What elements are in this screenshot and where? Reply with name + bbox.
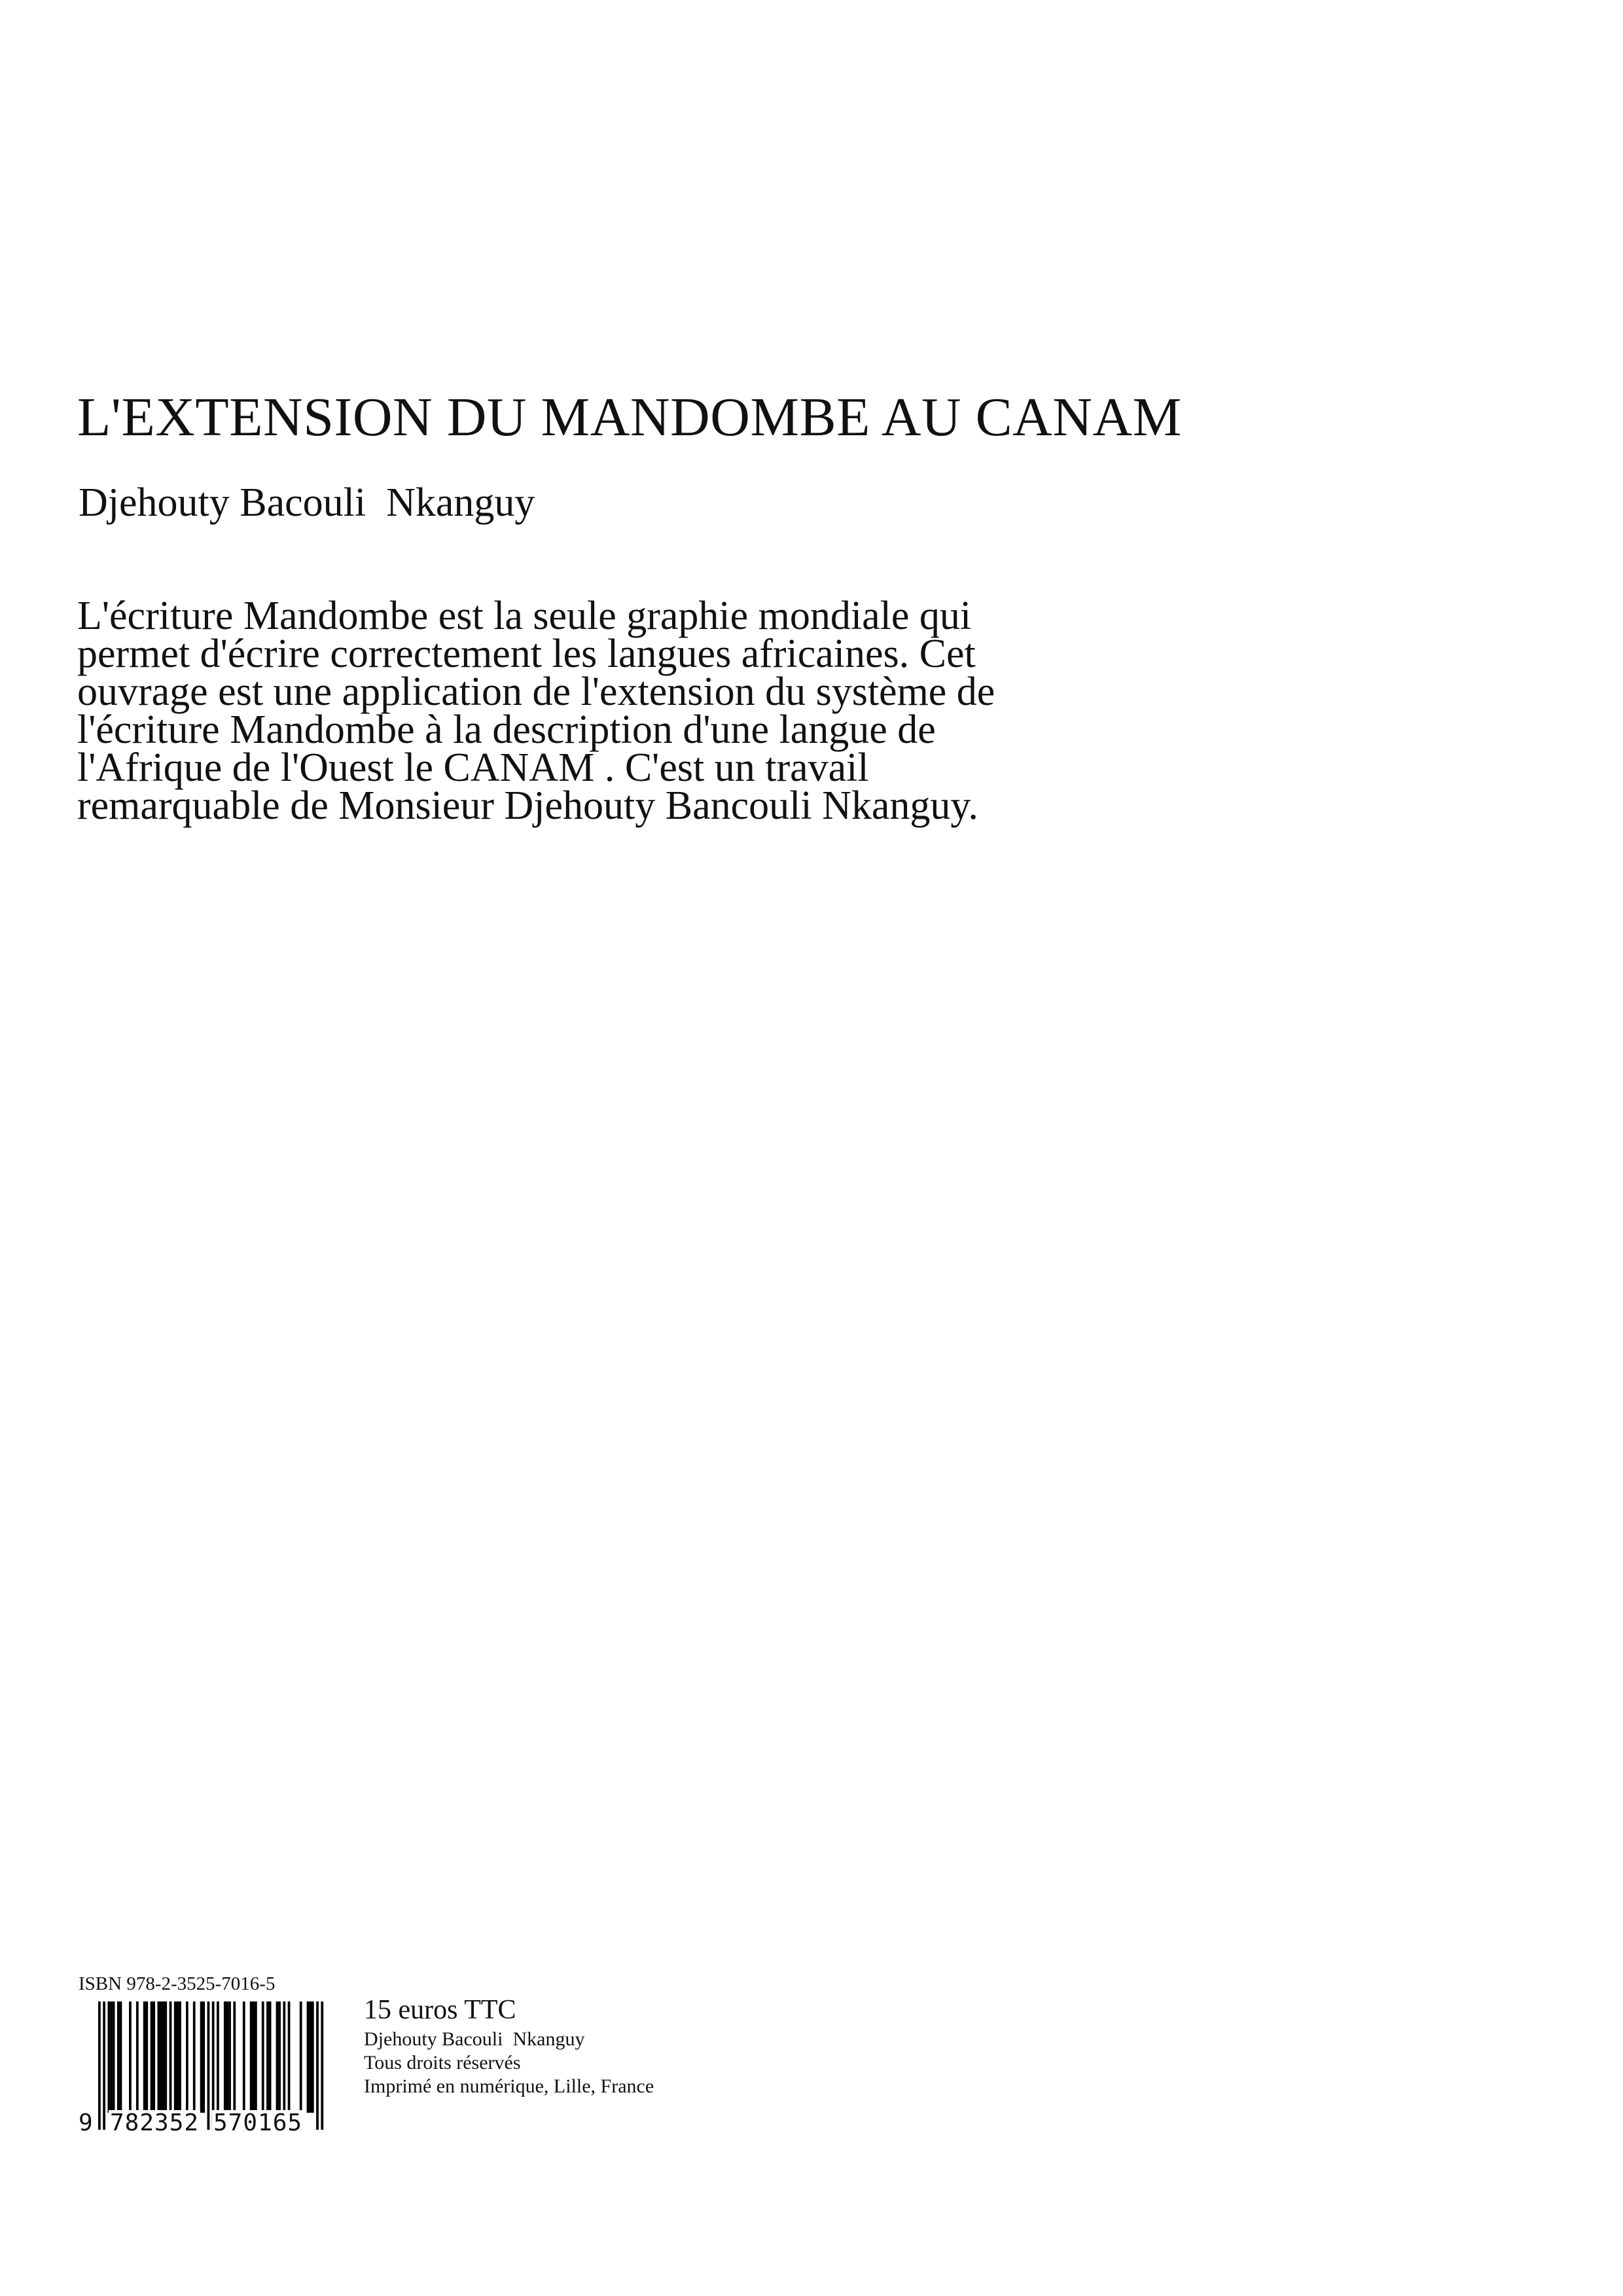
book-author: Djehouty Bacouli Nkanguy <box>79 480 535 525</box>
isbn-barcode <box>79 2001 327 2139</box>
barcode-bar <box>250 2001 253 2113</box>
barcode-bar <box>224 2001 226 2113</box>
isbn-label: ISBN 978-2-3525-7016-5 <box>79 1973 276 1994</box>
barcode-bar <box>151 2001 153 2113</box>
colophon-author: Djehouty Bacouli Nkanguy <box>364 2028 585 2050</box>
barcode-bar <box>228 2001 231 2113</box>
barcode-bar <box>120 2001 122 2113</box>
blurb-line: remarquable de Monsieur Djehouty Bancouli Nkanguy. <box>77 783 978 828</box>
barcode-bar <box>288 2001 291 2113</box>
barcode-bar <box>202 2001 205 2113</box>
barcode-bar <box>107 2001 110 2113</box>
blurb-line: l'écriture Mandombe à la description d'une langue de <box>77 708 936 752</box>
barcode-bar <box>160 2001 162 2113</box>
barcode-bar <box>233 2001 236 2113</box>
book-title: L'EXTENSION DU MANDOMBE AU CANAM <box>77 387 1182 448</box>
barcode-bar <box>158 2001 160 2113</box>
barcode-bar <box>176 2001 179 2113</box>
barcode-digits-right: 570165 <box>213 2109 303 2136</box>
colophon-printing: Imprimé en numérique, Lille, France <box>364 2075 654 2097</box>
barcode-bar <box>179 2001 181 2113</box>
barcode-bar <box>164 2001 167 2113</box>
barcode-bar <box>266 2001 269 2113</box>
barcode-bar <box>283 2001 285 2113</box>
barcode-bar <box>174 2001 177 2113</box>
barcode-digits <box>79 2110 327 2136</box>
barcode-bar <box>276 2001 279 2113</box>
colophon <box>364 2028 654 2098</box>
barcode-digit-first: 9 <box>79 2109 93 2136</box>
colophon-rights: Tous droits réservés <box>364 2052 521 2073</box>
book-blurb <box>77 594 1229 828</box>
blurb-line: ouvrage est une application de l'extension du système de <box>77 670 995 714</box>
blurb-line: L'écriture Mandombe est la seule graphie mondiale qui <box>77 594 972 638</box>
barcode-bar <box>309 2001 312 2113</box>
barcode-bar <box>113 2001 115 2113</box>
barcode-bar <box>252 2001 255 2113</box>
barcode-bar <box>255 2001 257 2113</box>
barcode-bar <box>200 2001 203 2113</box>
barcode-bar <box>129 2001 132 2113</box>
barcode-bar <box>117 2001 120 2113</box>
barcode-bar <box>269 2001 272 2113</box>
barcode-bar <box>169 2001 172 2113</box>
barcode-bar <box>300 2001 302 2113</box>
barcode-bar <box>278 2001 281 2113</box>
barcode-bar <box>145 2001 148 2113</box>
blurb-line: permet d'écrire correctement les langues africaines. Cet <box>77 632 976 676</box>
barcode-bar <box>186 2001 188 2113</box>
barcode-bar <box>143 2001 146 2113</box>
barcode-bar <box>110 2001 113 2113</box>
blurb-line: l'Afrique de l'Ouest le CANAM . C'est un travail <box>77 745 869 790</box>
barcode-bar <box>307 2001 310 2113</box>
price: 15 euros TTC <box>364 1995 516 2025</box>
barcode-bar <box>136 2001 139 2113</box>
barcode-bar <box>243 2001 245 2113</box>
barcode-bar <box>193 2001 196 2113</box>
barcode-bar <box>312 2001 314 2113</box>
barcode-bar <box>217 2001 219 2113</box>
barcode-bar <box>226 2001 229 2113</box>
barcode-digits-left: 782352 <box>110 2109 200 2136</box>
barcode-bar <box>262 2001 264 2113</box>
barcode-bar <box>152 2001 155 2113</box>
barcode-bar <box>162 2001 165 2113</box>
